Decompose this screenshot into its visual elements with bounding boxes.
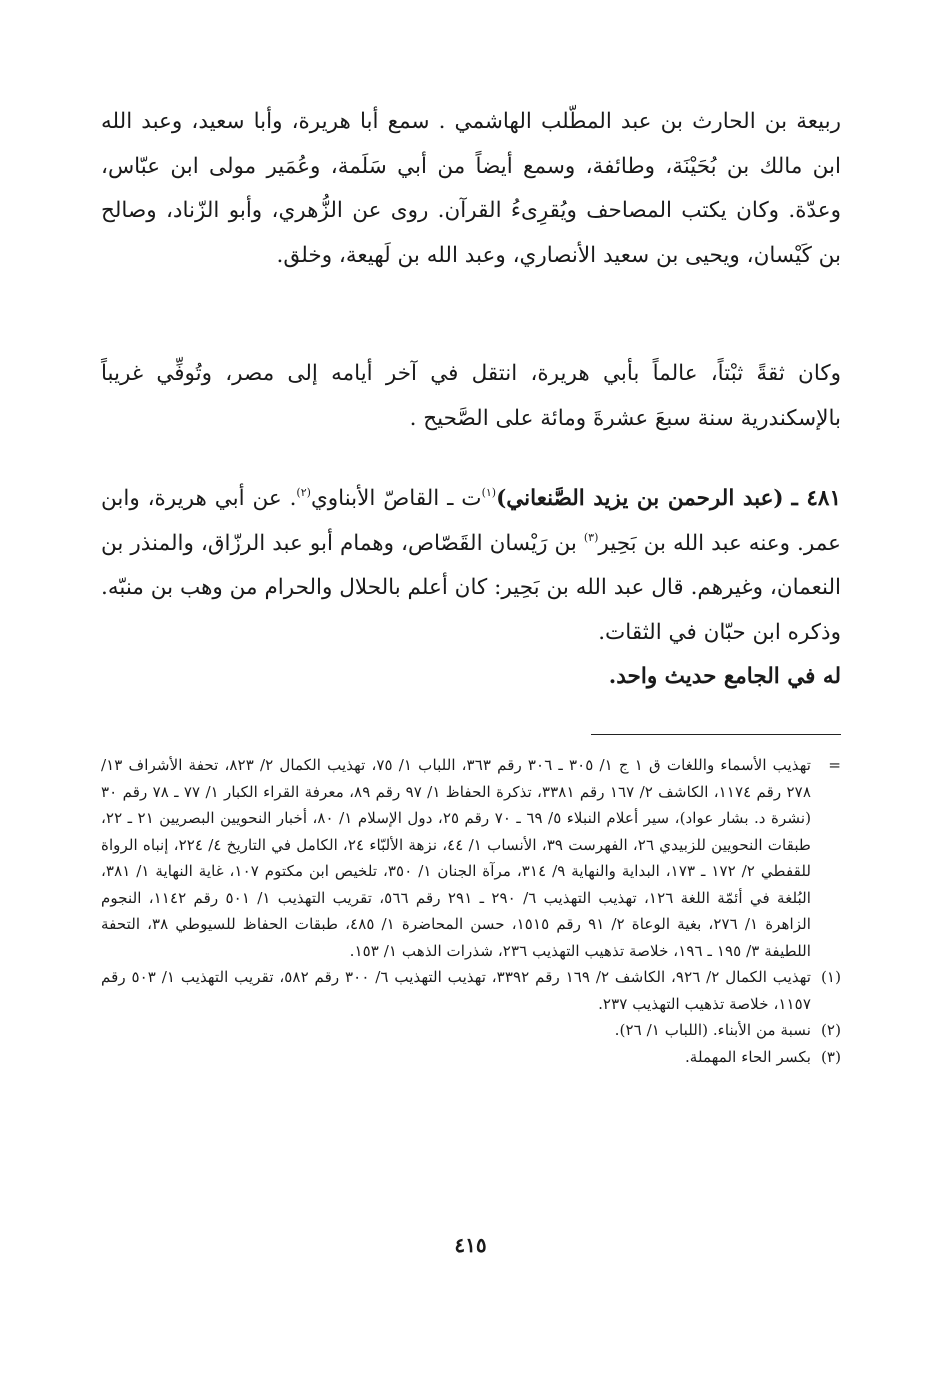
page-number: ٤١٥ xyxy=(454,1233,487,1257)
footnote-1 xyxy=(101,964,841,1017)
footnotes xyxy=(101,752,841,1070)
entry-tag: ت ـ القاصّ الأبناوي xyxy=(310,486,482,511)
paragraph-biography-continued xyxy=(101,100,841,278)
entry-body xyxy=(101,477,841,655)
footnote-text: تهذيب الأسماء واللغات ق ١ ج ١/ ٣٠٥ ـ ٣٠٦ رقم ٣٦٣، اللباب ١/ ٧٥، تهذيب الكمال ٢/ ٨٢٣، تحفة الأشراف ١٣/ ٢٧٨ رقم ١١٧٤، الكاشف ٢/ ١٦٧ رقم ٣٣٨١، تذكرة الحفاظ ١/ ٩٧ رقم ٨٩، معرفة القراء الكبار ١/ ٧٧ ـ ٧٨ رقم ٣٠ (نشرة د. بشار عواد)، سير أعلام النبلاء ٥/ ٦٩ ـ ٧٠ رقم ٢٥، دول الإسلام ١/ ٨٠، أخبار النحويين البصريين ٢١ ـ ٢٢، طبقات النحويين للزبيدي ٢٦، الفهرست ٣٩، الأنساب ١/ ٤٤، نزهة الألبّاء ٢٤، الكامل في التاريخ ٤/ ٢٢٤، إنباه الرواة للقفطي ٢/ ١٧٢ ـ ١٧٣، البداية والنهاية ٩/ ٣١٤، مرآة الجنان ١/ ٣٥٠، تلخيص ابن مكتوم ١٠٧، غاية النهاية ١/ ٣٨١، البُلغة في أئمّة اللغة ١٢٦، تهذيب التهذيب ٦/ ٢٩٠ ـ ٢٩١ رقم ٥٦٦، تقريب التهذيب ١/ ٥٠١ رقم ١١٤٢، النجوم الزاهرة ١/ ٢٧٦، بغية الوعاة ٢/ ٩١ رقم ١٥١٥، حسن المحاضرة ١/ ٤٨٥، طبقات الحفاظ للسيوطي ٣٨، التحفة اللطيفة ٣/ ١٩٥ ـ ١٩٦، خلاصة تذهيب التهذيب ٢٣٦، شذرات الذهب ١/ ١٥٣. xyxy=(101,756,812,960)
footnote-2 xyxy=(101,1017,841,1044)
entry-481 xyxy=(101,477,841,700)
footnote-text: تهذيب الكمال ٢/ ٩٢٦، الكاشف ٢/ ١٦٩ رقم ٣٣٩٢، تهذيب التهذيب ٦/ ٣٠٠ رقم ٥٨٢، تقريب التهذيب ١/ ٥٠٣ رقم ١١٥٧، خلاصة تذهيب التهذيب ٢٣٧. xyxy=(101,968,812,1013)
footnote-3 xyxy=(101,1044,841,1071)
footnote-mark: = xyxy=(828,756,841,774)
footnote-ref-1[interactable]: (١) xyxy=(481,486,497,499)
entry-text-1: . عن أبي هريرة، وابن عمر. وعنه عبد الله بن بَحِير xyxy=(101,486,841,556)
paragraph-text: وكان ثقةً ثبْتاً، عالماً بأبي هريرة، انتقل في آخر أيامه إلى مصر، وتُوفِّي غريباً بالإسكندرية سنة سبعَ عشرةَ ومائة على الصَّحيح . xyxy=(101,361,841,431)
footnote-mark: (٢) xyxy=(820,1021,841,1039)
footnote-text: نسبة من الأبناء. (اللباب ١/ ٢٦). xyxy=(614,1021,811,1039)
footnote-divider xyxy=(591,734,841,735)
footnote-text: بكسر الحاء المهملة. xyxy=(684,1047,811,1066)
paragraph-text: ربيعة بن الحارث بن عبد المطّلب الهاشمي . سمع أبا هريرة، وأبا سعيد، وعبد الله ابن مالك بن بُحَيْنَة، وطائفة، وسمع أيضاً من أبي سَلَمة، وعُمَير مولى ابن عبّاس، وعدّة. وكان يكتب المصاحف ويُقرِىءُ القرآن. روى عن الزُّهري، وأبو الزّناد، وصالح بن كَيْسان، ويحيى بن سعيد الأنصاري، وعبد الله بن لَهيعة، وخلق. xyxy=(101,109,841,268)
jami-note: له في الجامع حديث واحد. xyxy=(608,664,841,689)
entry-name: (عبد الرحمن بن يزيد الصَّنعاني) xyxy=(496,486,784,511)
footnote-ref-2[interactable]: (٢) xyxy=(296,486,311,499)
entry-number: ٤٨١ ـ xyxy=(791,486,841,511)
footnote-mark: (١) xyxy=(820,968,841,986)
paragraph-death-note xyxy=(101,352,841,441)
footnote-ref-3[interactable]: (٣) xyxy=(583,530,599,544)
footnote-mark: (٣) xyxy=(820,1047,841,1066)
footnote-continued xyxy=(101,752,841,964)
entry-text-2: بن رَيْسان القَصّاص، وهمام أبو عبد الرزّاق، والمنذر بن النعمان، وغيرهم. قال عبد الله بن بَحِير: كان أعلم بالحلال والحرام من وهب بن منبّه. وذكره ابن حبّان في الثقات. xyxy=(101,530,841,645)
